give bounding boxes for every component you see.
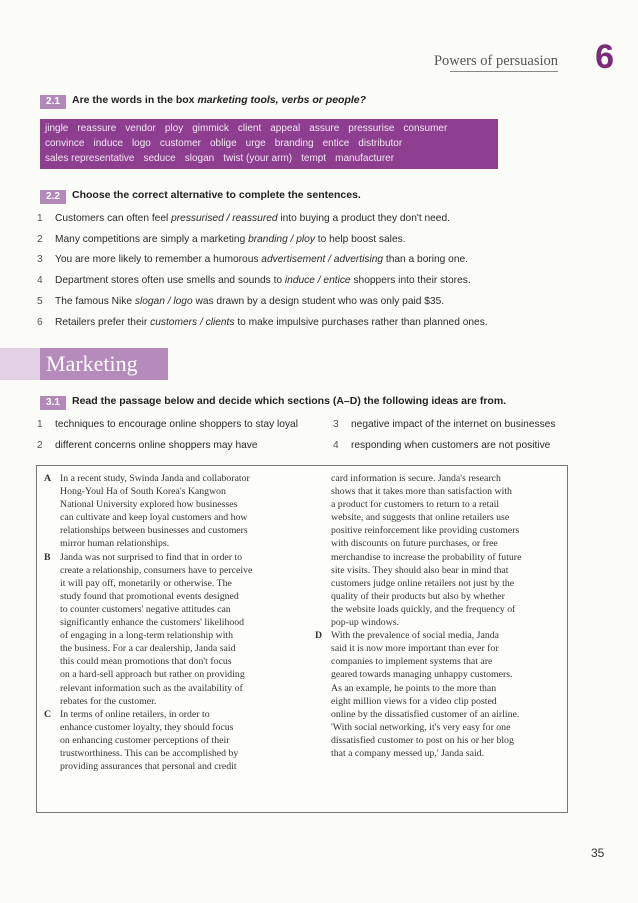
word-chip: appeal bbox=[270, 123, 301, 134]
passage-line: rebates for the customer. bbox=[60, 695, 157, 707]
paragraph-letter: C bbox=[44, 708, 52, 720]
passage-line: a product for customers to return to a retail bbox=[331, 499, 500, 511]
word-chip: ploy bbox=[164, 123, 184, 134]
word-chip: convince bbox=[45, 138, 85, 149]
word-line-1 bbox=[45, 123, 456, 134]
passage-line: quality of their products but also by whether bbox=[331, 590, 505, 602]
sentence-text-start: Customers can often feel bbox=[55, 213, 172, 224]
word-chip: tempt bbox=[301, 153, 327, 164]
passage-line: on enhancing customer perceptions of their bbox=[60, 734, 230, 746]
idea-number: 4 bbox=[333, 440, 339, 451]
page-header bbox=[400, 38, 620, 76]
idea-text: techniques to encourage online shoppers to stay loyal bbox=[55, 419, 298, 430]
passage-line: With the prevalence of social media, Janda bbox=[331, 630, 499, 642]
passage-line: significantly enhance the customers' likelihood bbox=[60, 617, 245, 629]
passage-line: to counter customers' negative attitudes can bbox=[60, 603, 231, 615]
passage-line: the business. For a car dealership, Janda said bbox=[60, 643, 236, 655]
passage-line: of engaging in a long-term relationship with bbox=[60, 630, 234, 642]
word-chip: jingle bbox=[45, 123, 69, 134]
passage-line: trustworthiness. This can be accomplished by bbox=[60, 747, 239, 759]
word-chip: induce bbox=[93, 138, 123, 149]
chapter-title: Powers of persuasion bbox=[433, 53, 558, 69]
passage-line: website, and suggests that online retailers use bbox=[331, 512, 510, 524]
passage-line: relevant information such as the availability of bbox=[60, 682, 243, 694]
passage-paragraph bbox=[44, 472, 296, 551]
exercise-2-1-instruction bbox=[72, 94, 366, 106]
sentence-alternatives: branding / ploy bbox=[248, 233, 315, 245]
word-chip: sales representative bbox=[45, 153, 135, 164]
idea-text: responding when customers are not positive bbox=[351, 440, 551, 451]
passage-line: eight million views for a video clip posted bbox=[331, 695, 497, 707]
passage-line: providing assurances that personal and credit bbox=[60, 761, 237, 773]
sentence-item bbox=[37, 296, 444, 307]
passage-paragraph bbox=[44, 708, 296, 773]
word-box bbox=[40, 119, 498, 169]
sentence-alternatives: pressurised / reassured bbox=[171, 213, 278, 224]
sentence-item bbox=[37, 213, 450, 224]
passage-line: relationships between businesses and customers bbox=[60, 525, 248, 537]
passage-line: can cultivate and keep loyal customers and how bbox=[60, 512, 248, 524]
passage-paragraph bbox=[44, 551, 296, 708]
passage-line: In a recent study, Swinda Janda and collaborator bbox=[60, 473, 250, 484]
paragraph-letter: A bbox=[44, 473, 52, 484]
word-chip: manufacturer bbox=[335, 153, 395, 164]
word-chip: oblige bbox=[209, 138, 237, 149]
instruction-italic: marketing tools, verbs or people? bbox=[197, 94, 367, 106]
sentence-text-end: shoppers into their stores. bbox=[350, 275, 471, 287]
passage-line: companies to implement systems that are bbox=[331, 656, 493, 668]
passage-line: on a hard-sell approach but rather on providing bbox=[60, 669, 245, 681]
idea-text: negative impact of the internet on businesses bbox=[351, 419, 556, 430]
word-chip: distributor bbox=[358, 138, 403, 149]
passage-line: dissatisfied customer to post on his or her blog bbox=[331, 734, 514, 746]
sentence-text-end: to make impulsive purchases rather than planned ones. bbox=[234, 316, 488, 328]
word-line-2 bbox=[45, 138, 411, 149]
passage-line: pop-up windows. bbox=[331, 617, 400, 629]
header-rule bbox=[450, 71, 558, 72]
sentence-alternatives: induce / entice bbox=[284, 275, 351, 287]
idea-item bbox=[333, 440, 550, 451]
sentence-text-start: The famous Nike bbox=[55, 295, 135, 307]
sentence-text-end: was drawn by a design student who was only paid $35. bbox=[192, 295, 445, 307]
sentence-alternatives: customers / clients bbox=[150, 316, 235, 328]
sentence-alternatives: slogan / logo bbox=[134, 295, 193, 307]
sentence-text-end: into buying a product they don't need. bbox=[277, 213, 450, 224]
sentence-text-end: than a boring one. bbox=[383, 254, 469, 266]
idea-item bbox=[37, 419, 298, 430]
word-chip: slogan bbox=[184, 153, 215, 164]
word-chip: pressurise bbox=[348, 123, 395, 134]
passage-line: shows that it takes more than satisfaction with bbox=[331, 486, 512, 498]
sentence-number: 6 bbox=[37, 316, 43, 328]
sentence-text-start: You are more likely to remember a humorous bbox=[55, 254, 262, 266]
passage-line: site visits. They should also bear in mind that bbox=[331, 564, 509, 576]
idea-text: different concerns online shoppers may have bbox=[55, 440, 258, 451]
word-chip: customer bbox=[159, 138, 201, 149]
passage-line: that a company messed up,' Janda said. bbox=[331, 747, 485, 759]
passage-line: mirror human relationships. bbox=[60, 538, 170, 550]
paragraph-letter: D bbox=[315, 630, 323, 642]
passage-line: card information is secure. Janda's research bbox=[331, 473, 501, 484]
passage-line: said it is now more important than ever for bbox=[331, 643, 499, 655]
passage-line: enhance customer loyalty, they should focus bbox=[60, 721, 234, 733]
sentence-text-end: to help boost sales. bbox=[314, 233, 406, 245]
passage-line: merchandise to increase the probability of future bbox=[331, 551, 522, 563]
exercise-tag-3-1: 3.1 bbox=[40, 396, 66, 410]
passage-line: this could mean promotions that don't focus bbox=[60, 656, 232, 668]
sentence-item bbox=[37, 234, 406, 245]
word-chip: urge bbox=[245, 138, 266, 149]
sentence-number: 2 bbox=[37, 233, 43, 245]
word-chip: seduce bbox=[143, 153, 176, 164]
word-line-3 bbox=[45, 153, 403, 164]
word-chip: branding bbox=[274, 138, 314, 149]
word-chip: entice bbox=[322, 138, 350, 149]
paragraph-letter: B bbox=[44, 551, 51, 563]
passage-column-right bbox=[315, 472, 560, 760]
word-chip: twist (your arm) bbox=[223, 153, 293, 164]
passage-line: with discounts on future purchases, or free bbox=[331, 538, 498, 550]
unit-number: 6 bbox=[595, 38, 614, 76]
exercise-tag-2-2: 2.2 bbox=[40, 190, 66, 204]
sentence-item bbox=[37, 317, 488, 328]
word-chip: assure bbox=[309, 123, 340, 134]
idea-number: 3 bbox=[333, 419, 339, 430]
passage-line: National University explored how businesses bbox=[60, 499, 238, 511]
passage-line: create a relationship, consumers have to perceive bbox=[60, 564, 253, 576]
passage-line: Hong-Youl Ha of South Korea's Kangwon bbox=[60, 486, 226, 498]
passage-line: online by the dissatisfied customer of an airline. bbox=[331, 708, 520, 720]
word-chip: reassure bbox=[77, 123, 117, 134]
passage-line: it will pay off, monetarily or otherwise. The bbox=[60, 577, 232, 589]
exercise-3-1-instruction: Read the passage below and decide which sections (A–D) the following ideas are from. bbox=[72, 395, 507, 407]
passage-line: study found that promotional events designed bbox=[60, 590, 239, 602]
sentence-item bbox=[37, 254, 468, 265]
sentence-item bbox=[37, 275, 471, 286]
word-chip: logo bbox=[131, 138, 151, 149]
passage-line: customers judge online retailers not just by the bbox=[331, 577, 515, 589]
section-title: Marketing bbox=[46, 351, 138, 376]
reading-passage bbox=[36, 465, 568, 813]
word-chip: gimmick bbox=[192, 123, 229, 134]
page-number: 35 bbox=[591, 846, 605, 860]
instruction-text: Are the words in the box bbox=[72, 94, 198, 106]
sentence-text-start: Department stores often use smells and sounds to bbox=[55, 275, 285, 287]
exercise-tag-2-1: 2.1 bbox=[40, 95, 66, 109]
passage-line: Janda was not surprised to find that in order to bbox=[60, 551, 243, 563]
sentence-number: 1 bbox=[37, 213, 43, 224]
word-chip: client bbox=[237, 123, 262, 134]
word-chip: vendor bbox=[125, 123, 156, 134]
passage-column-left bbox=[44, 472, 296, 773]
idea-item bbox=[37, 440, 258, 451]
sentence-number: 3 bbox=[37, 254, 43, 266]
passage-line: geared towards managing unhappy customers. bbox=[331, 669, 513, 681]
idea-number: 1 bbox=[37, 419, 43, 430]
sentence-alternatives: advertisement / advertising bbox=[261, 254, 384, 266]
passage-line: As an example, he points to the more than bbox=[331, 682, 497, 694]
sentence-text-start: Retailers prefer their bbox=[55, 316, 151, 328]
sentence-number: 4 bbox=[37, 275, 43, 287]
passage-line: positive reinforcement like providing customers bbox=[331, 525, 520, 537]
sentence-text-start: Many competitions are simply a marketing bbox=[55, 233, 249, 245]
word-chip: consumer bbox=[403, 123, 448, 134]
passage-line: the website loads quickly, and the frequency of bbox=[331, 603, 516, 615]
passage-line: In terms of online retailers, in order to bbox=[60, 708, 210, 720]
sentence-number: 5 bbox=[37, 295, 43, 307]
exercise-2-2-instruction: Choose the correct alternative to complete the sentences. bbox=[72, 189, 361, 201]
passage-paragraph-continued bbox=[315, 472, 560, 629]
idea-item bbox=[333, 419, 555, 430]
section-banner bbox=[40, 348, 168, 380]
passage-paragraph bbox=[315, 629, 560, 760]
idea-number: 2 bbox=[37, 440, 43, 451]
passage-line: 'With social networking, it's very easy for one bbox=[331, 721, 511, 733]
